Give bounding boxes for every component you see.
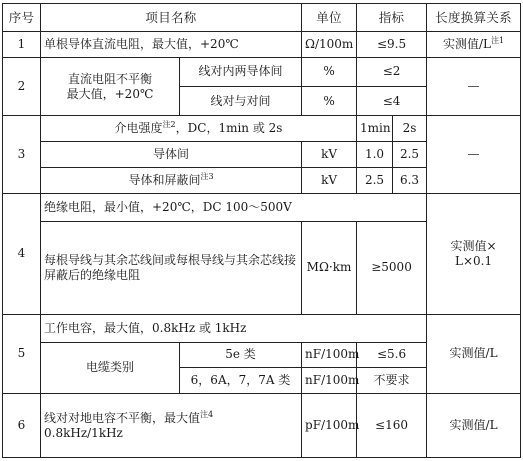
item-name-line: 0.8kHz/1kHz: [44, 425, 123, 440]
spec-table: [2, 3, 521, 458]
footnote-ref: 注1: [491, 35, 505, 45]
header-no: 序号: [3, 4, 41, 32]
spec-cell: 不要求: [357, 368, 427, 394]
row-number: 6: [3, 394, 41, 458]
conv-cell: —: [427, 57, 521, 115]
header-item: 项目名称: [41, 4, 302, 32]
unit-cell: %: [302, 57, 357, 86]
spec-cell: 2.5: [393, 142, 427, 168]
table-row: [3, 32, 521, 58]
header-spec: 指标: [357, 4, 427, 32]
row-number: 3: [3, 116, 41, 194]
spec-cell: 1.0: [357, 142, 393, 168]
row-number: 4: [3, 193, 41, 314]
conv-cell: 实测值/L: [427, 314, 521, 394]
row-number: 5: [3, 314, 41, 394]
table-row: [3, 314, 521, 342]
unit-cell: nF/100m: [302, 368, 357, 394]
cable-category: 电缆类别: [41, 342, 180, 394]
header-unit: 单位: [302, 4, 357, 32]
conv-cell: [427, 193, 521, 314]
item-name-line: [44, 411, 298, 426]
item-text: ，DC，1min 或 2s: [175, 121, 283, 136]
conv-cell: 实测值/L: [427, 394, 521, 458]
table-row: [3, 193, 521, 221]
item-name: 工作电容，最大值，0.8kHz 或 1kHz: [41, 314, 427, 342]
sub-item: [41, 167, 302, 193]
unit-cell: MΩ·km: [302, 221, 357, 314]
conv-line: 实测值×: [450, 238, 497, 253]
item-name: [41, 394, 302, 458]
row-number: 2: [3, 57, 41, 115]
spec-cell: ≤4: [357, 87, 427, 116]
footnote-ref: 注4: [200, 409, 214, 419]
footnote-ref: 注3: [200, 171, 214, 181]
conv-line: L×0.1: [454, 253, 493, 268]
footnote-ref: 注2: [162, 120, 176, 130]
item-name-line: 最大值，+20℃: [66, 86, 154, 101]
item-name: [41, 57, 180, 115]
unit-cell: kV: [302, 167, 357, 193]
row-number: 1: [3, 32, 41, 58]
unit-cell: nF/100m: [302, 342, 357, 368]
item-text: 介电强度: [114, 121, 163, 136]
col-header-2s: 2s: [393, 116, 427, 142]
spec-cell: 6.3: [393, 167, 427, 193]
sub-item: 6，6A，7，7A 类: [180, 368, 302, 394]
spec-cell: 2.5: [357, 167, 393, 193]
conv-cell: [427, 32, 521, 58]
item-name-line: 直流电阻不平衡: [67, 71, 152, 86]
sub-item: 导体间: [41, 142, 302, 168]
header-row: [3, 4, 521, 32]
item-desc: 每根导线与其余芯线间或每根导线与其余芯线接屏蔽后的绝缘电阻: [41, 221, 302, 314]
unit-cell: Ω/100m: [302, 32, 357, 58]
table-row: [3, 57, 521, 86]
table-row: [3, 116, 521, 142]
item-name: 绝缘电阻，最小值，+20℃，DC 100～500V: [41, 193, 427, 221]
sub-item: 5e 类: [180, 342, 302, 368]
conv-text: 实测值/L: [442, 36, 491, 51]
header-conv: 长度换算关系: [427, 4, 521, 32]
table-row: [3, 394, 521, 458]
col-header-1min: 1min: [357, 116, 393, 142]
sub-item: 线对内两导体间: [180, 57, 302, 86]
unit-cell: kV: [302, 142, 357, 168]
item-name: [41, 116, 357, 142]
item-name: 单根导体直流电阻，最大值，+20℃: [41, 32, 302, 58]
conv-cell: —: [427, 116, 521, 194]
spec-cell: ≤2: [357, 57, 427, 86]
spec-cell: ≤5.6: [357, 342, 427, 368]
unit-cell: pF/100m: [302, 394, 357, 458]
unit-cell: %: [302, 87, 357, 116]
sub-item-text: 导体和屏蔽间: [128, 172, 201, 187]
sub-item: 线对与对间: [180, 87, 302, 116]
item-text: 线对对地电容不平衡，最大值: [44, 410, 201, 425]
spec-cell: ≤9.5: [357, 32, 427, 58]
spec-cell: ≤160: [357, 394, 427, 458]
spec-cell: ≥5000: [357, 221, 427, 314]
